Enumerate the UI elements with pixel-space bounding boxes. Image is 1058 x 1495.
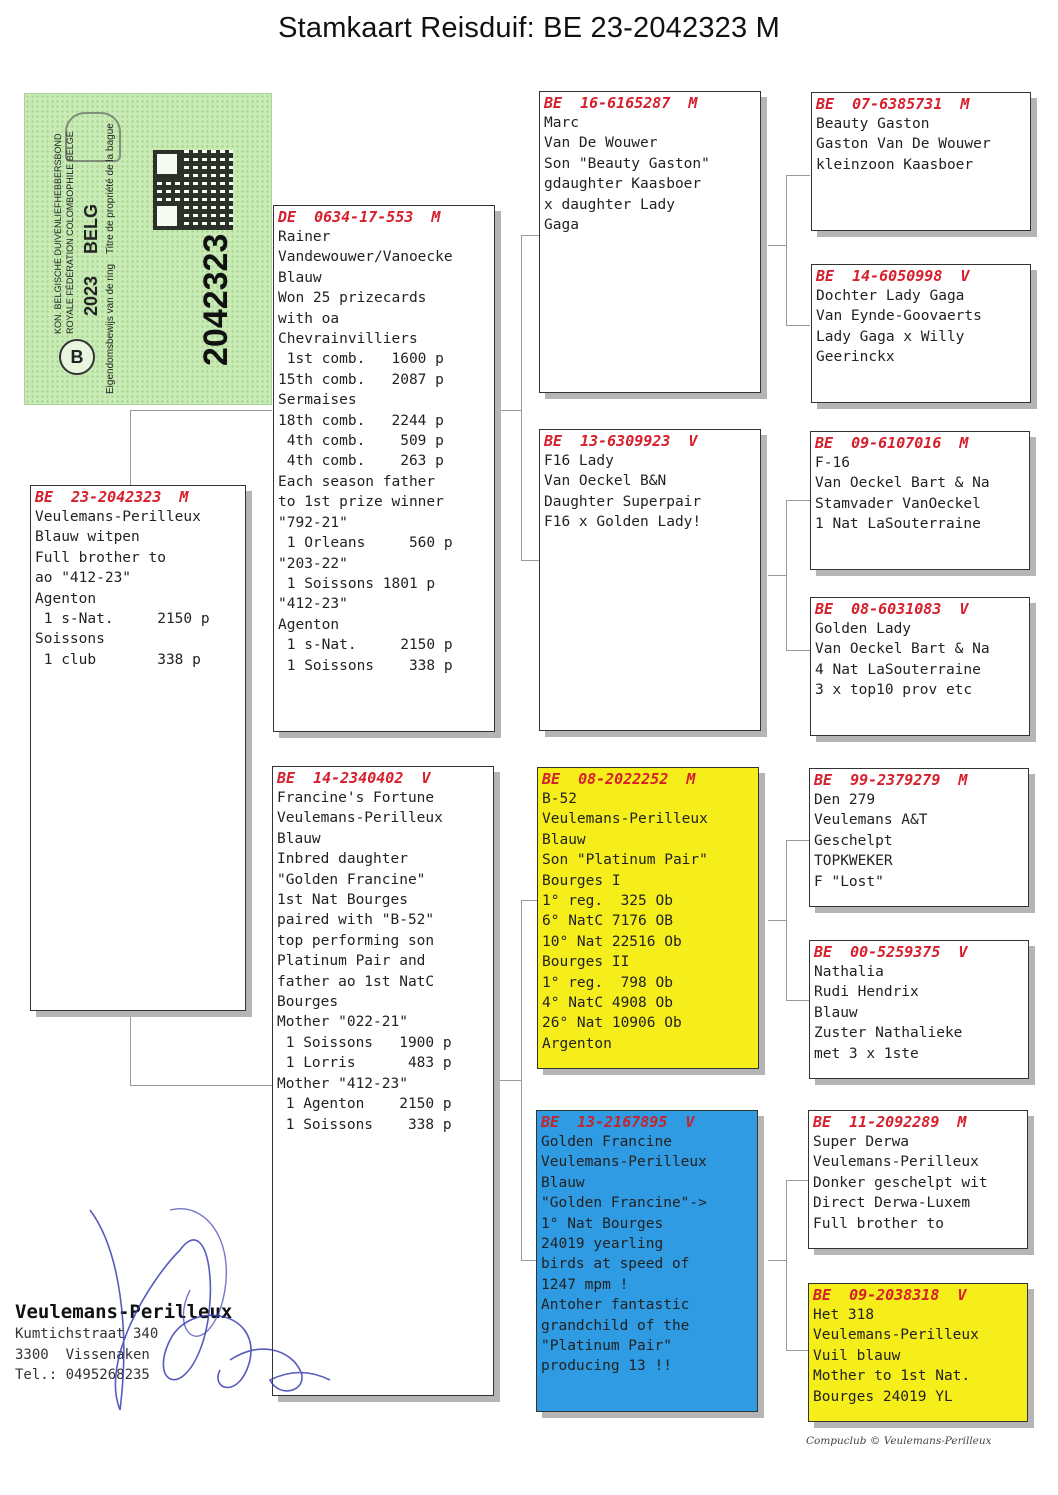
pigeon-card-header [814,943,1024,962]
pigeon-card-fff [811,92,1031,231]
pigeon-country: BE [541,1113,560,1131]
pigeon-info-line: Argenton [542,1035,612,1052]
pigeon-info-line: "Golden Francine"-> [541,1195,707,1212]
pigeon-info-line: Son "Beauty Gaston" [544,155,710,172]
pigeon-info-line: Agenton [35,590,97,607]
pigeon-info-line: Won 25 prizecards [278,290,427,307]
pigeon-info-line: producing 13 !! [541,1358,672,1375]
pigeon-info-line: 1 s-Nat. 2150 p [278,637,453,654]
pigeon-ring: 16-6165287 [580,94,671,112]
owner-name: Veulemans-Perilleux [15,1301,233,1323]
pigeon-info-line: 1st Nat Bourges [277,892,408,909]
pigeon-info-line: Rudi Hendrix [814,984,919,1001]
pigeon-info-line: 26° Nat 10906 Ob [542,1015,682,1032]
ownership-label-nl: Eigendomsbewijs van de ring [105,263,116,394]
pigeon-card-header [541,1113,753,1132]
pigeon-info-line: 1 Soissons 1900 p [277,1034,452,1051]
pigeon-info-line: Blauw [277,830,321,847]
pigeon-info-line: gdaughter Kaasboer [544,176,702,193]
pigeon-sex: M [957,1113,967,1131]
pigeon-info-line: Veulemans-Perilleux [277,810,443,827]
connector [786,650,810,651]
pigeon-info-line: Lady Gaga x Willy [816,328,965,345]
pigeon-info-line: Veulemans-Perilleux [542,811,708,828]
pigeon-sex: V [685,1113,695,1131]
federation-name-nl: KON. BELGISCHE DUIVENLIEFHEBBERSBOND [53,133,63,334]
pigeon-info-line: 1° Nat Bourges [541,1215,664,1232]
pigeon-info-line: ao "412-23" [35,570,132,587]
pigeon-card-mff [809,768,1029,907]
pigeon-country: BE [813,1113,832,1131]
federation-logo: B [59,339,95,375]
connector [130,1085,272,1086]
connector [786,840,810,841]
pigeon-info-line: Soissons [35,631,105,648]
pigeon-info-line: Geerinckx [816,349,895,366]
pigeon-ring: 0634-17-553 [314,208,414,226]
pigeon-info-line: Den 279 [814,792,876,808]
pigeon-sex: M [179,488,189,506]
pigeon-sex: M [958,771,968,789]
pigeon-info-line: Stamvader VanOeckel [815,495,981,512]
pigeon-card-mother-father [537,767,759,1069]
pigeon-ring: 00-5259375 [850,943,941,961]
pigeon-info-line: Het 318 [813,1307,875,1323]
pigeon-card-header [277,769,489,788]
pigeon-sex: V [959,600,969,618]
pigeon-country: BE [544,94,563,112]
connector [786,325,810,326]
pigeon-info-line: 10° Nat 22516 Ob [542,933,682,950]
pigeon-info-line: 1° reg. 798 Ob [542,974,673,991]
pigeon-info-line: Full brother to [813,1215,944,1232]
pigeon-info-line: Daughter Superpair [544,493,702,510]
pigeon-ring: 99-2379279 [850,771,941,789]
pigeon-card-father-father [539,91,761,393]
pigeon-card-header [542,770,754,789]
pigeon-card-mother [272,766,494,1396]
pigeon-info-line: Van De Wouwer [544,135,658,152]
pigeon-country: BE [35,488,54,506]
connector [521,1080,522,1260]
pigeon-info-line: 1 s-Nat. 2150 p [35,611,210,628]
pigeon-card-header [544,432,756,451]
pigeon-info-line: Bourges I [542,872,621,889]
connector [786,1000,810,1001]
ring-country: BELG [81,203,101,254]
pigeon-info-line: "792-21" [278,514,348,531]
pigeon-info-line: 4th comb. 509 p [278,433,444,450]
connector [521,900,522,1080]
pigeon-info-line: F16 x Golden Lady! [544,514,702,531]
pigeon-info-line: 4° NatC 4908 Ob [542,995,673,1012]
pigeon-info-line: 1 Lorris 483 p [277,1055,452,1072]
pigeon-info-line: Son "Platinum Pair" [542,852,708,869]
pigeon-country: BE [814,771,833,789]
owner-city: 3300 Vissenaken [15,1346,150,1363]
pigeon-info-line: Sermaises [278,392,357,409]
connector [130,410,131,485]
pigeon-info-line: Golden Lady [815,621,912,637]
pigeon-ring: 11-2092289 [849,1113,940,1131]
pigeon-card-header [815,434,1025,453]
pigeon-info-line: 24019 yearling [541,1236,664,1253]
connector [496,410,522,411]
pigeon-info-line: Van Oeckel Bart & Na [815,641,990,658]
pigeon-info-line: Vandewouwer/Vanoecke [278,249,453,266]
pigeon-info-line: Mother "022-21" [277,1014,408,1031]
pigeon-info-line: Bourges 24019 YL [813,1388,953,1405]
pigeon-card-header [814,771,1024,790]
pigeon-card-header [544,94,756,113]
pigeon-info-line: Super Derwa [813,1134,910,1150]
pigeon-info-line: F16 Lady [544,453,614,469]
pigeon-info-line: Vuil blauw [813,1347,901,1364]
connector [521,410,522,560]
pigeon-info-line: 1 Soissons 338 p [277,1116,452,1133]
pigeon-sex: V [960,267,970,285]
pigeon-info-line: birds at speed of [541,1256,690,1273]
pigeon-card-mother-mother [536,1110,758,1412]
pigeon-info-line: Rainer [278,229,331,245]
pigeon-info-line: Full brother to [35,549,166,566]
pigeon-country: BE [813,1286,832,1304]
pigeon-info-line: Nathalia [814,964,884,980]
footer-credit: Compuclub © Veulemans-Perilleux [806,1435,992,1447]
pigeon-ring: 07-6385731 [852,95,943,113]
pigeon-info-line: Mother "412-23" [277,1075,408,1092]
page-title: Stamkaart Reisduif: BE 23-2042323 M [278,12,780,44]
pigeon-sex: M [960,95,970,113]
pigeon-info-line: 1 Agenton 2150 p [277,1096,452,1113]
connector [786,840,787,1000]
connector [130,410,272,411]
ring-certificate [24,93,272,405]
pigeon-info-line: Veulemans-Perilleux [813,1327,979,1344]
connector [768,575,786,576]
connector [786,175,787,325]
pigeon-card-father [273,205,495,732]
connector [768,245,786,246]
pigeon-info-line: 1 Soissons 338 p [278,657,453,674]
pigeon-info-line: x daughter Lady [544,196,675,213]
pigeon-ring: 23-2042323 [71,488,162,506]
pigeon-card-header [813,1286,1023,1305]
pigeon-ring: 09-2038318 [849,1286,940,1304]
pigeon-country: BE [816,267,835,285]
pigeon-info-line: Direct Derwa-Luxem [813,1195,971,1212]
pigeon-info-line: B-52 [542,791,577,807]
pigeon-info-line: Gaga [544,217,579,234]
pigeon-info-line: Marc [544,115,579,131]
pigeon-info-line: F "Lost" [814,873,884,890]
pigeon-info-line: met 3 x 1ste [814,1045,919,1062]
pigeon-info-line: Agenton [278,616,340,633]
pigeon-info-line: paired with "B-52" [277,912,435,929]
pigeon-info-line: 6° NatC 7176 OB [542,913,673,930]
pigeon-info-line: 3 x top10 prov etc [815,682,973,699]
ring-number: 2042323 [197,233,235,366]
pigeon-country: BE [815,434,834,452]
pigeon-info-line: top performing son [277,932,435,949]
pigeon-info-line: 1 Soissons 1801 p [278,575,436,592]
connector [521,560,539,561]
pigeon-info-line: "Golden Francine" [277,871,426,888]
pigeon-country: DE [278,208,297,226]
pigeon-sex: M [431,208,441,226]
pigeon-info-line: Gaston Van De Wouwer [816,136,991,153]
connector [768,1260,786,1261]
pigeon-info-line: Veulemans-Perilleux [541,1154,707,1171]
pigeon-ring: 13-6309923 [580,432,671,450]
pigeon-info-line: Blauw [542,831,586,848]
pigeon-card-ffm [811,264,1031,403]
pigeon-country: BE [544,432,563,450]
pigeon-sex: M [688,94,698,112]
pigeon-info-line: Golden Francine [541,1134,672,1150]
pigeon-info-line: 1 Nat LaSouterraine [815,516,981,533]
pigeon-card-subject [30,485,246,1011]
connector [496,1080,522,1081]
pigeon-info-line: 4 Nat LaSouterraine [815,661,981,678]
pigeon-info-line: 1247 mpm ! [541,1276,629,1293]
pigeon-info-line: Bourges [277,994,339,1011]
connector [521,235,522,410]
pigeon-info-line: Geschelpt [814,832,893,849]
connector [768,920,786,921]
pigeon-info-line: F-16 [815,455,850,471]
pigeon-info-line: father ao 1st NatC [277,973,435,990]
pigeon-sex: V [688,432,698,450]
pigeon-info-line: Donker geschelpt wit [813,1174,988,1191]
owner-phone: Tel.: 0495268235 [15,1367,150,1383]
pigeon-country: BE [542,770,561,788]
pigeon-card-header [815,600,1025,619]
pigeon-country: BE [815,600,834,618]
connector [786,500,810,501]
pigeon-info-line: "203-22" [278,555,348,572]
pigeon-info-line: Chevrainvilliers [278,331,418,348]
pigeon-info-line: "412-23" [278,596,348,613]
pigeon-ring: 08-6031083 [851,600,942,618]
ring-year: 2023 [81,275,101,316]
connector [521,235,539,236]
pigeon-ring: 14-2340402 [313,769,404,787]
connector [786,1180,787,1350]
pigeon-info-line: Beauty Gaston [816,116,930,132]
pigeon-ring: 08-2022252 [578,770,669,788]
pigeon-card-header [278,208,490,227]
pigeon-info-line: 1° reg. 325 Ob [542,893,673,910]
pigeon-sex: M [959,434,969,452]
pigeon-info-line: 4th comb. 263 p [278,453,444,470]
pigeon-info-line: to 1st prize winner [278,494,444,511]
pigeon-country: BE [277,769,296,787]
pigeon-card-mmf [808,1110,1028,1249]
pigeon-info-line: 18th comb. 2244 p [278,412,444,429]
pigeon-sex: V [421,769,431,787]
connector [786,175,810,176]
pigeon-info-line: Bourges II [542,954,630,971]
pigeon-info-line: Inbred daughter [277,851,408,868]
pigeon-card-header [813,1113,1023,1132]
pigeon-info-line: Blauw [814,1004,858,1021]
pigeon-info-line: kleinzoon Kaasboer [816,156,974,173]
connector [786,500,787,650]
owner-street: Kumtichstraat 340 [15,1326,159,1342]
pigeon-info-line: grandchild of the [541,1317,690,1334]
pigeon-info-line: "Platinum Pair" [541,1338,672,1355]
pigeon-card-father-mother [539,429,761,731]
pigeon-country: BE [814,943,833,961]
connector [130,1010,131,1085]
pigeon-info-line: Blauw witpen [35,529,140,546]
pigeon-card-mfm [809,940,1029,1079]
pigeon-info-line: Antoher fantastic [541,1297,690,1314]
pigeon-info-line: 15th comb. 2087 p [278,371,444,388]
pigeon-info-line: Veulemans-Perilleux [813,1154,979,1171]
pigeon-info-line: Francine's Fortune [277,790,435,806]
connector [786,1180,810,1181]
pigeon-info-line: Van Eynde-Goovaerts [816,308,982,325]
pigeon-info-line: Veulemans-Perilleux [35,509,201,525]
pigeon-card-fmf [810,431,1030,570]
pigeon-info-line: Mother to 1st Nat. [813,1368,971,1385]
pigeon-info-line: Van Oeckel B&N [544,473,667,490]
owner-address [15,1300,232,1386]
pigeon-info-line: Blauw [278,269,322,286]
pigeon-card-fmm [810,597,1030,736]
pigeon-info-line: Dochter Lady Gaga [816,288,965,304]
pigeon-card-header [816,95,1026,114]
pigeon-info-line: 1 Orleans 560 p [278,535,453,552]
pigeon-ring: 13-2167895 [577,1113,668,1131]
ownership-label-fr: Titre de propriété de la bague [105,123,116,254]
pigeon-info-line: Platinum Pair and [277,953,426,970]
pigeon-info-line: TOPKWEKER [814,853,893,870]
pigeon-ring: 09-6107016 [851,434,942,452]
pigeon-ring: 14-6050998 [852,267,943,285]
pigeon-info-line: with oa [278,310,340,327]
pigeon-card-header [35,488,241,507]
pigeon-info-line: 1 club 338 p [35,651,201,668]
pigeon-info-line: 1st comb. 1600 p [278,351,444,368]
pigeon-info-line: Each season father [278,473,436,490]
federation-name-fr: ROYALE FÉDÉRATION COLOMBOPHILE BELGE [65,131,75,334]
connector [786,1350,810,1351]
pigeon-country: BE [816,95,835,113]
pigeon-sex: M [686,770,696,788]
pigeon-card-header [816,267,1026,286]
pigeon-sex: V [958,943,968,961]
pigeon-info-line: Zuster Nathalieke [814,1025,963,1042]
pigeon-card-mmm [808,1283,1028,1422]
pigeon-info-line: Veulemans A&T [814,812,928,829]
pigeon-sex: V [957,1286,967,1304]
pigeon-info-line: Van Oeckel Bart & Na [815,475,990,492]
pigeon-info-line: Blauw [541,1174,585,1191]
